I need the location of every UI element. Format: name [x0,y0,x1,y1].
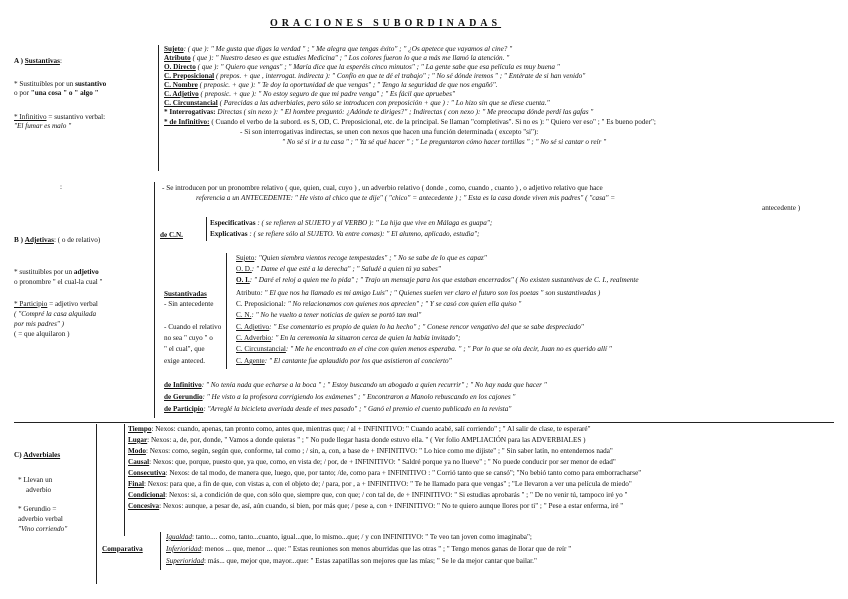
adj-row-gerundio: de Gerundio: " He visto a la profesora corrigiendo los exámenes" ; " Encontraron a Manolo rebuscando en los cajones " [164,393,516,401]
adjetivas-note-1b: o pronombre " el cual-la cual " [14,278,103,286]
adjetivas-cn-bracket [206,217,207,241]
adj-row-sujeto: Sujeto: "Quien siembra vientos recoge tempestades" ; " No se sabe de lo que es capaz" [236,254,487,262]
adj-row-cn: C. N.: " No he vuelto a tener noticias de quien se portó tan mal" [236,311,422,319]
adjetivas-sustantivadas-sub: - Sin antecedente [164,300,214,308]
adjetivas-cuando-3: " el cual", que [164,345,205,353]
adjetivas-note-2a: * Participio = adjetivo verbal [14,300,98,308]
adverbiales-note-3: * Gerundio = [18,505,57,513]
sust-row-atributo: Atributo ( que ): " Nuestro deseo es que estudies Medicina" ; " Los colores fueron lo que a más me llamó la atención. " [164,54,510,62]
adj-row-cprep: C. Preposicional: " No relacionamos con quienes nos aprecien" ; " Y se casó con quien ella quiso " [236,300,522,308]
adjetivas-note-2c: por mis padres" ) [14,320,65,328]
adj-row-od: O. D.: " Dame el que esté a la derecha" ; " Saludé a quien tú ya sabes" [236,265,441,273]
adjetivas-sustantivadas-label: Sustantivadas [164,290,207,298]
adj-row-infinitivo: de Infinitivo: " No tenía nada que echarse a la boca " ; " Estoy buscando un abogado a quien recurrir" ; " No hay nada que hacer " [164,381,547,389]
comp-row-inferioridad: Inferioridad: menos ... que, menor ... que: " Estas reuniones son menos aburridas que las otras " ; " Tengo menos ganas de llorar que de reír " [166,545,572,553]
adv-row-tiempo: Tiempo: Nexos: cuando, apenas, tan pronto como, antes que, mientras que; / al + INFINITIVO: " Cuando acabé, salí corriendo" ; " Al salir de clase, te esperaré" [128,425,591,433]
adverbiales-inner-bracket [124,424,125,536]
adv-row-concesiva: Concesiva: Nexos: aunque, a pesar de, así, aún cuando, si bien, por más que; / pese a, con + INFINITIVO: " No te quiero aunque llores por ti" ; " Pese a estar enferma, iré " [128,502,624,510]
adjetivas-sust-bracket [226,253,227,369]
sustantivas-heading: A ) Sustantivas: [14,57,62,65]
adv-row-modo: Modo: Nexos: como, según, según que, conforme, tal como ; / sin, a, con, a base de + INFINITIVO: " Lo hice como me dijiste" ; " Sin saber latín, no entendemos nada" [128,447,613,455]
adverbiales-comp-bracket [160,532,161,570]
adverbiales-comparativa-label: Comparativa [102,545,143,553]
sustantivas-note-2a: * Infinitivo = sustantivo verbal: [14,113,106,121]
sust-row-infinitivo-2: - Si son interrogativas indirectas, se unen con nexos que hacen una función determinada ( excepto "si"): [240,128,539,136]
adverbiales-heading: C) Adverbiales [14,451,61,459]
sust-row-odirecto: O. Directo ( que ): " Quiero que vengas" ; " María dice que la esperéis cinco minutos" ; " La gente sabe que esa película es muy buena " [164,63,560,71]
adjetivas-colon: : [60,183,62,191]
adv-row-lugar: Lugar: Nexos: a, de, por, donde, " Vamos a donde quieras " ; " No pude llegar hasta donde estuvo ella. " ( Ver folio AMPLIACIÓN para las ADVERBIALES ) [128,436,586,444]
adj-row-participio: de Participio: "Arreglé la bicicleta averiada desde el mes pasado" ; " Ganó el premio el cuento publicado en la revista" [164,405,512,413]
adverbiales-note-4: adverbio verbal [18,515,63,523]
sustantivas-note-1a: * Sustituibles por un sustantivo [14,80,107,88]
adj-row-atributo: Atributo: " El que nos ha llamado es mi amigo Luis" ; " Quienes suelen ver claro el futuro son los poetas " son sustantivadas ) [236,289,601,297]
comp-row-igualdad: Igualdad: tanto.... como, tanto...cuanto, igual...que, lo mismo...que; / y con INFINITIVO: " Te veo tan joven como imaginaba"; [166,533,532,541]
sustantivas-bracket [158,45,159,171]
adjetivas-cuando-1: - Cuando el relativo [164,323,222,331]
adjetivas-intro-1: - Se introducen por un pronombre relativo ( que, quien, cual, cuyo ) , un adverbio relativo ( donde , como, cuando , cuanto ) , o adjetivo relativo que hace [162,184,603,192]
adj-row-cadjetivo: C. Adjetivo: " Ese comentario es propio de quien lo ha hecho" ; " Conese rencor vengativo del que se sabe despreciado" [236,323,584,331]
adj-row-cagente: C. Agente: " El cantante fue aplaudido por los que asistieron al concierto" [236,357,452,365]
comp-row-superioridad: Superioridad: más... que, mejor que, mayor...que: " Estas zapatillas son mejores que las mías; " Se le da mejor cantar que bailar." [166,557,537,565]
adverbiales-note-2: adverbio [26,486,52,494]
adverbiales-divider [14,422,834,423]
sust-row-infinitivo-3: " No sé si ir a tu casa " ; " Ya sé qué hacer " ; " Le preguntaron cómo hacer tortillas " ; " No sé si cantar o reír " [282,138,607,146]
adjetivas-cn-label: de C.N. [160,231,183,239]
adverbiales-note-1: * Llevan un [18,476,53,484]
sust-row-sujeto: Sujeto: ( que ): " Me gusta que digas la verdad " ; " Me alegra que tengas éxito" ; " ¿Os apetece que vayamos al cine? " [164,45,513,53]
adverbiales-bracket [96,424,97,584]
adv-row-condicional: Condicional: Nexos: si, a condición de que, con sólo que, siempre que, con que; / con tal de, de + INFINITIVO: " Si estudias aprobarás " ; " De no venir tú, tampoco iré yo " [128,491,628,499]
adv-row-consecutiva: Consecutiva: Nexos: de tal modo, de manera que, luego, que, por tanto; /de, como para + INFINITIVO : " Corrió tanto que se cansó"; "No bebió tanto como para emborracharse" [128,469,642,477]
adjetivas-intro-3: antecedente ) [762,204,801,212]
adj-row-ccirc: C. Circunstancial: " Me he encontrado en el cine con quien menos esperaba. " ; " Por lo que se ola decir, Juan no es querido allí " [236,345,612,353]
adjetivas-heading: B ) Adjetivas: ( o de relativo) [14,236,101,244]
sust-row-cnombre: C. Nombre ( preposic. + que ): " Te doy la oportunidad de que vengas" ; " Tengo la seguridad de que nos engañó". [164,81,498,89]
adjetivas-bracket [154,182,155,418]
sustantivas-note-1b: o por "una cosa " o " algo " [14,89,99,97]
sust-row-cadjetivo: C. Adjetivo ( preposic. + que ): " No estoy seguro de que mi padre venga" ; " Es fácil que apruebes" [164,90,455,98]
sust-row-cprep: C. Preposicional ( prepos. + que , interrogat. indirecta ): " Confío en que te dé el trabajo" ; " No sé dónde iremos " ; " Entérate de si han venido" [164,72,586,80]
page-title: ORACIONES SUBORDINADAS [270,18,502,29]
adjetivas-note-1a: * sustituibles por un adjetivo [14,268,99,276]
sust-row-ccirc: C. Circunstancial ( Parecidas a las adverbiales, pero sólo se introducen con preposición + que ) : " Lo hizo sin que se diese cuenta." [164,99,550,107]
adj-row-oi: O. I.: " Daré el reloj a quien me lo pida" ; " Trajo un mensaje para los que estaban encerrados" ( No existen sustantivas de C. I., realmente [236,276,639,284]
sust-row-interrogativas: * Interrogativas: Directas ( sin nexo ): " El hombre preguntó: ¿Adónde te diriges?" ; Indirectas ( con nexo ): " Me preocupa dónde perdí las gafas " [164,108,594,116]
adj-row-cadverbio: C. Adverbio: " En la ceremonia la situaron cerca de quien la había invitado"; [236,334,461,342]
sust-row-infinitivo: * de Infinitivo: ( Cuando el verbo de la subord. es S, OD, C. Preposicional, etc. de la principal. Se llaman "completivas". Si no es ): " Quiero ver eso" ; " Es bueno poder"; [164,118,656,126]
adjetivas-cuando-4: exige anteced. [164,357,206,365]
sustantivas-note-2b: "El fumar es malo " [14,122,72,130]
adjetivas-intro-2: referencia a un ANTECEDENTE: " He visto al chico que te dije" ( "chico" = antecedente ) ; " Esta es la casa donde viven mis padres" ( "casa" = [196,194,616,202]
adjetivas-especificativas: Especificativas : ( se refieren al SUJETO y al VERBO ): " La hija que vive en Málaga es guapa"; [210,219,493,227]
adverbiales-note-5: "Vino corriendo" [18,525,68,533]
adjetivas-note-2d: ( = que alquilaron ) [14,330,70,338]
adjetivas-cuando-2: no sea " cuyo " o [164,334,213,342]
adjetivas-explicativas: Explicativas : ( se refiere sólo al SUJETO. Va entre comas): " El alumno, aplicado, estudia"; [210,230,480,238]
adv-row-final: Final: Nexos: para que, a fin de que, con vistas a, con el objeto de; / para, por , a + INFINITIVO: " Te he llamado para que vengas" ; "Le llevaron a ver una película de miedo" [128,480,632,488]
adjetivas-note-2b: ( "Compré la casa alquilada [14,310,97,318]
adv-row-causal: Causal: Nexos: que, porque, puesto que, ya que, como, en vista de; / por, de + INFINITIVO: " Saldré porque ya no llueve" ; " No puede conducir por ser menor de edad" [128,458,616,466]
